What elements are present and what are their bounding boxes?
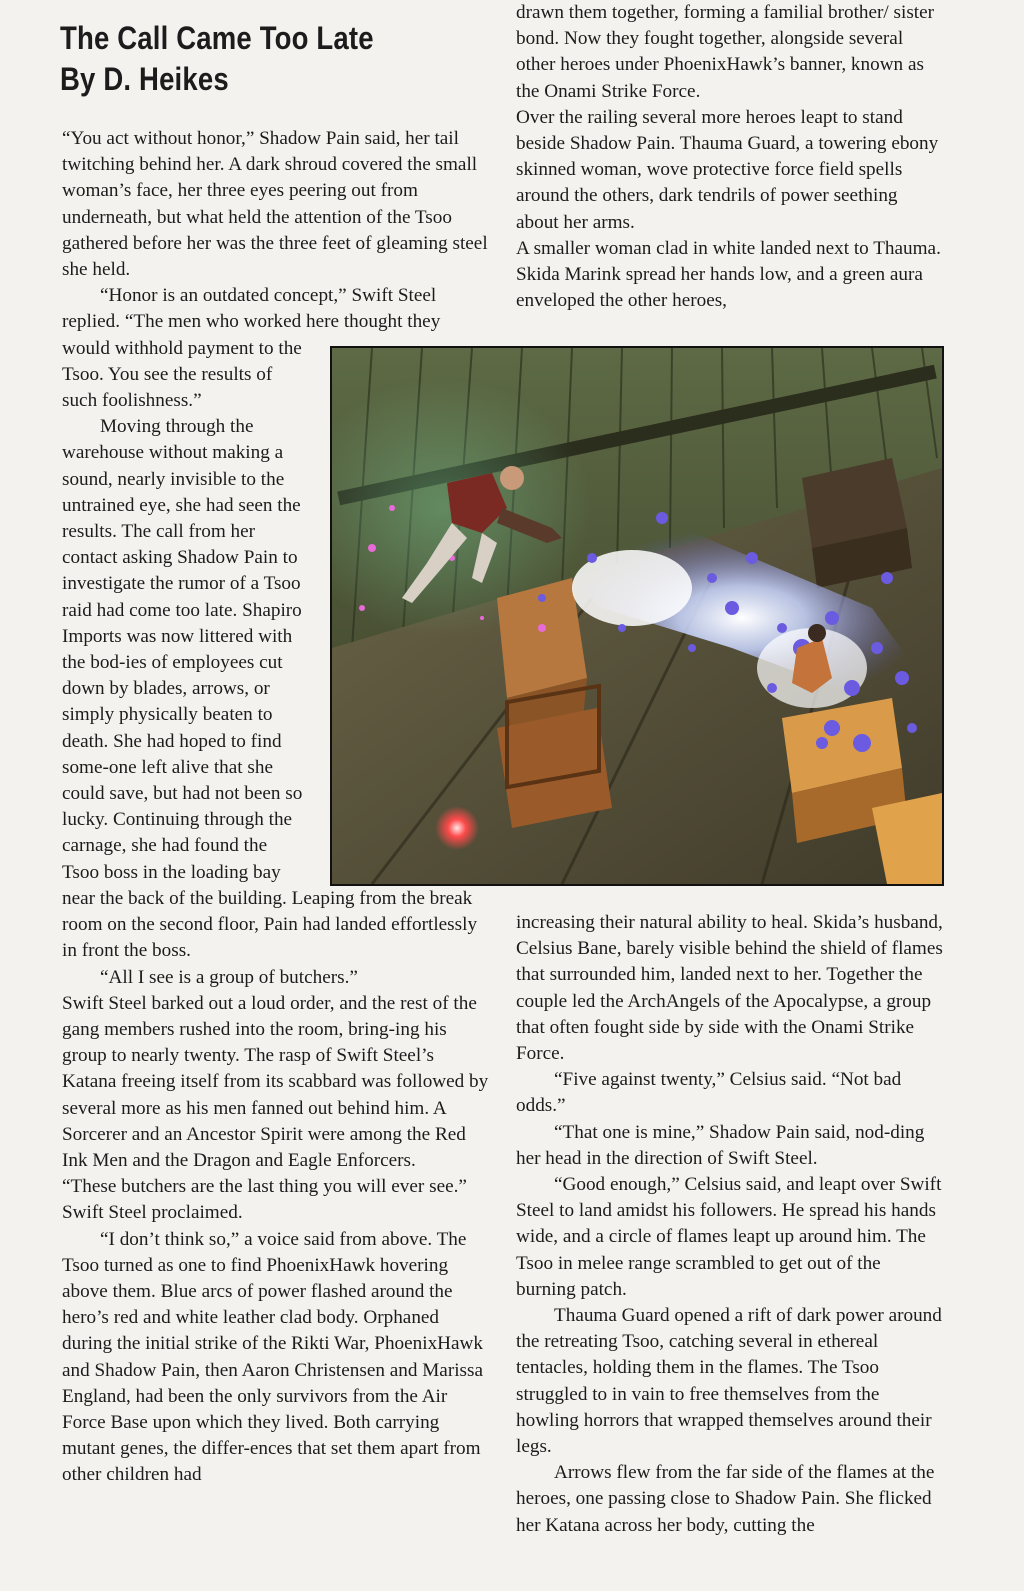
right-column-bottom (516, 910, 944, 1539)
paragraph: “These butchers are the last thing you will ever see.” Swift Steel proclaimed. (62, 1176, 467, 1224)
paragraph: “Honor is an outdated concept,” Swift Steel replied. “The men who worked here thought they (62, 285, 441, 333)
paragraph: Thauma Guard opened a rift of dark power around the retreating Tsoo, catching several in ethereal tentacles, holding them in the flames. The Tsoo struggled to in vain to free themselves from the howling horrors that wrapped themselves around their legs. (516, 1305, 942, 1458)
paragraph: drawn them together, forming a familial brother/ sister bond. Now they fought together, alongside several other heroes under PhoenixHawk’s banner, known as the Onami Strike Force. (516, 2, 935, 102)
warehouse-battle-illustration (332, 348, 942, 884)
paragraph: “Five against twenty,” Celsius said. “Not bad odds.” (516, 1069, 902, 1117)
title-line: The Call Came Too Late (60, 20, 374, 56)
article-title (60, 18, 438, 100)
paragraph: Moving through the warehouse without making a sound, nearly invisible to the untrained eye, she had seen the results. The call from her contact asking Shadow Pain to investigate the rumor of a Tsoo raid had come too late. Shapiro Imports was now littered with the bod-ies of employees cut down by blades, arrows, or simply physically beaten to death. She had hoped to find some-one left alive that she could save, but had not been so lucky. Continuing through the carnage, she had found the Tsoo boss in the loading bay (62, 416, 303, 883)
crate-stack (802, 458, 912, 588)
paragraph: Arrows flew from the far side of the flames at the heroes, one passing close to Shadow Pain. She flicked her Katana across her body, cutting the (516, 1462, 935, 1536)
game-screenshot-figure (330, 346, 944, 886)
paragraph: Swift Steel barked out a loud order, and the rest of the gang members rushed into the room, bring-ing his group to nearly twenty. The rasp of Swift Steel’s Katana freeing itself from its scabbard was followed by several more as his men fanned out behind him. A Sorcerer and an Ancestor Spirit were among the Red Ink Men and the Dragon and Eagle Enforcers. (62, 992, 489, 1171)
paragraph: “You act without honor,” Shadow Pain said, her tail twitching behind her. A dark shroud covered the small woman’s face, her three eyes peering out from underneath, but what held the attention of the Tsoo gathered before her was the three feet of gleaming steel she held. (62, 128, 488, 281)
paragraph: “Good enough,” Celsius said, and leapt over Swift Steel to land amidst his followers. He spread his hands wide, and a circle of flames leapt up around him. The Tsoo in melee range scrambled to get out of the burning patch. (516, 1174, 942, 1300)
paragraph: A smaller woman clad in white landed next to Thauma. Skida Marink spread her hands low, and a green aura enveloped the other heroes, (516, 237, 941, 312)
paragraph: Over the railing several more heroes leapt to stand beside Shadow Pain. Thauma Guard, a towering ebony skinned woman, wove protective force field spells around the others, dark tendrils of power seething about her arms. (516, 106, 939, 233)
paragraph: “All I see is a group of butchers.” (100, 966, 358, 988)
paragraph: would withhold payment to the Tsoo. You see the results of such foolishness.” (62, 337, 302, 412)
right-column-top (516, 0, 944, 314)
paragraph: increasing their natural ability to heal. Skida’s husband, Celsius Bane, barely visible behind the shield of flames that surrounded him, landed next to her. Together the couple led the ArchAngels of the Apocalypse, a group that often fought side by side with the Onami Strike Force. (516, 912, 943, 1065)
paragraph: “I don’t think so,” a voice said from above. The Tsoo turned as one to find PhoenixHawk hovering above them. Blue arcs of power flashed around the hero’s red and white leather clad body. Orphaned during the initial strike of the Rikti War, PhoenixHawk and Shadow Pain, then Aaron Christensen and Marissa England, had been the only survivors from the Air Force Base upon which they lived. Both carrying mutant genes, the differ-ences that set them apart from other children had (62, 1228, 483, 1486)
paragraph: near the back of the building. Leaping from the break room on the second floor, Pain had landed effortlessly in front the boss. (62, 887, 478, 962)
byline: By D. Heikes (60, 61, 229, 97)
red-glow-light (435, 806, 479, 850)
paragraph: “That one is mine,” Shadow Pain said, nod-ding her head in the direction of Swift Steel. (516, 1121, 925, 1169)
